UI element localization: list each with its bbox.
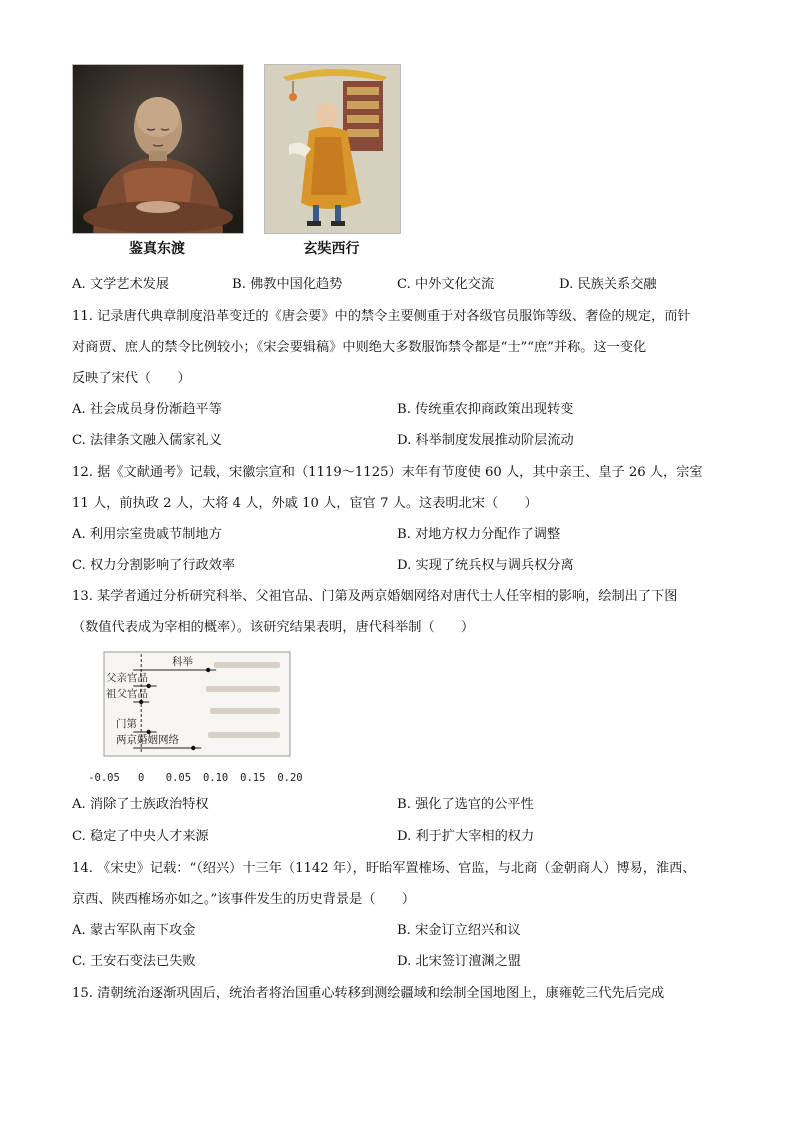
q14-option-d: D. 北宋签订澶渊之盟 (397, 954, 521, 969)
data-point (191, 746, 195, 750)
q11-stem-line-2: 对商贾、庶人的禁令比例较小；《宋会要辑稿》中则绝大多数服饰禁令都是“士”“庶”并称。这一变化 (72, 340, 647, 355)
x-tick-label: 0 (138, 772, 145, 784)
q13-stem-line-1: 13. 某学者通过分析研究科举、父祖官品、门第及两京婚姻网络对唐代士人任宰相的影响，绘制出了下图 (72, 589, 678, 604)
q13-option-a: A. 消除了士族政治特权 (72, 797, 209, 812)
x-tick-label: 0.10 (202, 772, 229, 784)
xuanzang-image (264, 64, 401, 234)
q14-option-a: A. 蒙古军队南下攻金 (72, 923, 196, 938)
jianzhen-image (72, 64, 244, 234)
q13-chart-svg (88, 648, 303, 790)
q10-option-b: B. 佛教中国化趋势 (232, 277, 343, 292)
q10-option-a: A. 文学艺术发展 (72, 277, 170, 292)
q15-stem-line-1: 15. 清朝统治逐渐巩固后，统治者将治国重心转移到测绘疆域和绘制全国地图上，康雍乾三代先后完成 (72, 986, 665, 1001)
x-tick-label: 0.15 (240, 772, 266, 784)
category-label: 科举 (172, 656, 193, 668)
q11-option-d: D. 科举制度发展推动阶层流动 (397, 433, 574, 448)
figure-caption-jianzhen: 鉴真东渡 (129, 241, 185, 257)
q14-stem-line-2: 京西、陕西榷场亦如之。”该事件发生的历史背景是（ ） (72, 892, 416, 907)
q12-stem-line-1: 12. 据《文献通考》记载，宋徽宗宣和（1119～1125）末年有节度使 60 人，其中亲王、皇子 26 人，宗室 (72, 465, 703, 480)
q13-chart (88, 648, 303, 790)
category-label: 两京婚姻网络 (116, 734, 179, 746)
q13-stem-line-2: （数值代表成为宰相的概率）。该研究结果表明，唐代科举制（ ） (72, 620, 475, 635)
q13-option-b: B. 强化了选官的公平性 (397, 797, 534, 812)
q11-stem-line-1: 11. 记录唐代典章制度沿革变迁的《唐会要》中的禁令主要侧重于对各级官员服饰等级、奢俭的规定，而针 (72, 309, 691, 324)
q11-option-c: C. 法律条文融入儒家礼义 (72, 433, 222, 448)
data-point (206, 668, 210, 672)
q11-option-b: B. 传统重农抑商政策出现转变 (397, 402, 574, 417)
category-label: 祖父官品 (106, 688, 148, 700)
x-tick-label: 0.20 (277, 772, 303, 784)
q10-option-d: D. 民族关系交融 (559, 277, 657, 292)
figure-caption-xuanzang: 玄奘西行 (303, 241, 360, 257)
q11-option-a: A. 社会成员身份渐趋平等 (72, 402, 222, 417)
q12-option-c: C. 权力分割影响了行政效率 (72, 558, 236, 573)
q12-option-d: D. 实现了统兵权与调兵权分离 (397, 558, 574, 573)
q13-option-d: D. 利于扩大宰相的权力 (397, 829, 535, 844)
x-tick-label: 0.05 (165, 772, 192, 784)
q10-option-c: C. 中外文化交流 (397, 277, 495, 292)
data-point (139, 700, 143, 704)
q12-stem-line-2: 11 人，前执政 2 人，大将 4 人，外戚 10 人，宦官 7 人。这表明北宋（ ） (72, 496, 538, 511)
q14-option-b: B. 宋金订立绍兴和议 (397, 923, 521, 938)
xuanzang-painting-illustration (265, 65, 400, 233)
category-label: 父亲官品 (106, 672, 148, 684)
q11-stem-line-3: 反映了宋代（ ） (72, 371, 191, 386)
q14-stem-line-1: 14. 《宋史》记载：“（绍兴）十三年（1142 年），盱眙军置榷场、官监，与北商（金朝商人）博易，淮西、 (72, 861, 696, 876)
q14-option-c: C. 王安石变法已失败 (72, 954, 196, 969)
category-label: 门第 (116, 718, 137, 730)
q13-option-c: C. 稳定了中央人才来源 (72, 829, 209, 844)
q12-option-a: A. 利用宗室贵戚节制地方 (72, 527, 222, 542)
x-tick-label: -0.05 (88, 772, 120, 784)
jianzhen-statue-illustration (73, 65, 243, 233)
q12-option-b: B. 对地方权力分配作了调整 (397, 527, 561, 542)
